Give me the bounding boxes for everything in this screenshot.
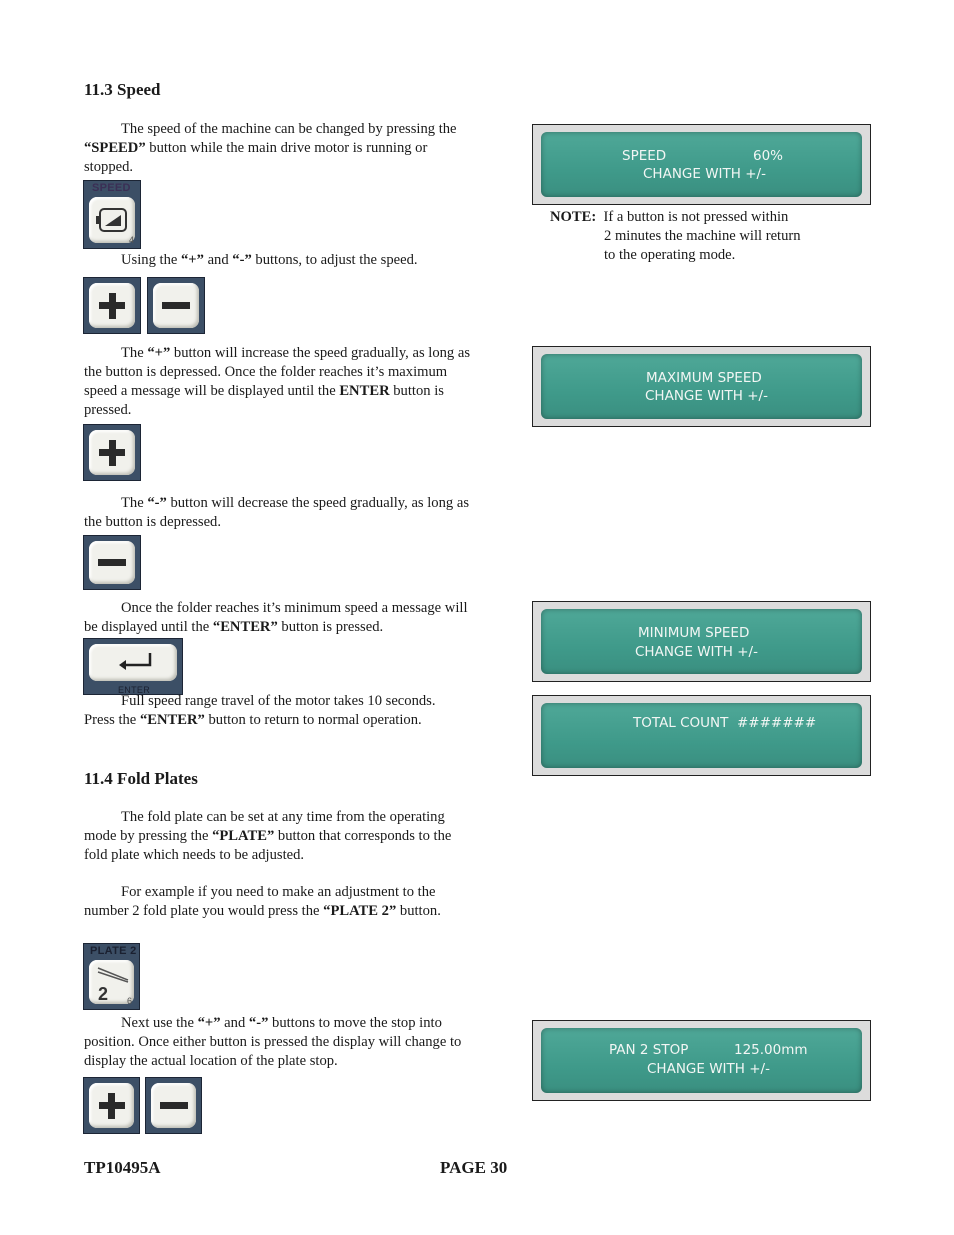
enter-key-image [83, 638, 183, 695]
text: The [121, 495, 148, 511]
enter-key-label: ENTER [118, 685, 151, 695]
text: button that corresponds to the fold plate which needs to be adjusted. [84, 828, 452, 863]
motor-speed-icon [94, 205, 132, 235]
minus-key-image [147, 277, 205, 334]
page-number: PAGE 30 [440, 1158, 508, 1177]
text: Next use the [121, 1015, 198, 1031]
minus-key-image [145, 1077, 202, 1134]
text: button is pressed. [84, 383, 444, 418]
text: Full speed range travel of the motor takes 10 seconds. Press the [84, 693, 436, 728]
bold-text: “+” [181, 252, 204, 268]
plus-minus-paragraph [84, 251, 474, 270]
minus-icon [160, 1102, 188, 1109]
minus-icon [162, 302, 190, 309]
lcd-pan-label: PAN 2 STOP [609, 1042, 689, 1058]
text: buttons, to adjust the speed. [251, 252, 418, 268]
bold-text: “-” [248, 1015, 269, 1031]
lcd-speed-display [532, 124, 871, 205]
section-heading-fold-plates: 11.4 Fold Plates [84, 769, 198, 788]
text: The speed of the machine can be changed by pressing the [121, 121, 457, 137]
lcd-total-count: TOTAL COUNT ####### [633, 715, 817, 731]
lcd-change-prompt: CHANGE WITH +/- [635, 644, 758, 660]
section-heading-speed: 11.3 Speed [84, 80, 161, 99]
text: and [203, 252, 233, 268]
speed-key-label: SPEED [92, 182, 131, 194]
text: Using the [121, 252, 181, 268]
plus-key-image [83, 424, 141, 481]
text: button. [396, 903, 441, 919]
lcd-maximum-message: MAXIMUM SPEED [646, 370, 762, 386]
lcd-speed-label: SPEED [622, 148, 667, 164]
bold-text: ENTER [339, 383, 390, 399]
enter-arrow-icon [116, 651, 156, 673]
bold-text: “PLATE” [212, 828, 275, 844]
minimum-speed-paragraph [84, 599, 474, 637]
lcd-change-prompt: CHANGE WITH +/- [643, 166, 766, 182]
bold-text: “ENTER” [139, 712, 205, 728]
bold-text: “ENTER” [212, 619, 278, 635]
lcd-maximum-speed-display [532, 346, 871, 427]
minus-key-image [83, 535, 141, 590]
text: button to return to normal operation. [204, 712, 422, 728]
note-line: 2 minutes the machine will return [604, 228, 801, 244]
plate-number: 2 [98, 984, 109, 1004]
bold-text: “+” [197, 1015, 221, 1031]
plus-key-image [83, 1077, 140, 1134]
text: The [121, 345, 148, 361]
fold-plate-icon [96, 966, 130, 984]
move-stop-paragraph [84, 1014, 469, 1071]
speed-intro-paragraph [84, 120, 474, 177]
lcd-total-count-display [532, 695, 871, 776]
text: The fold plate can be set at any time from the operating mode by pressing the [84, 809, 445, 844]
bold-text: “PLATE 2” [323, 903, 397, 919]
plate-key-number: 6 [126, 996, 132, 1006]
lcd-change-prompt: CHANGE WITH +/- [645, 388, 768, 404]
fold-plate-intro-paragraph [84, 808, 469, 865]
speed-key-image [83, 180, 141, 249]
minus-icon [98, 559, 126, 566]
full-speed-paragraph [84, 692, 469, 730]
text: button is pressed. [277, 619, 384, 635]
plus-description-paragraph [84, 344, 474, 420]
note-line: If a button is not pressed within [603, 209, 789, 225]
fold-plate-example-paragraph [84, 883, 454, 921]
text: and [220, 1015, 249, 1031]
lcd-minimum-speed-display [532, 601, 871, 682]
bold-text: “-” [232, 252, 252, 268]
note-line: to the operating mode. [604, 247, 736, 263]
note-block [550, 208, 801, 265]
note-label: NOTE: [550, 209, 597, 225]
lcd-change-prompt: CHANGE WITH +/- [647, 1061, 770, 1077]
lcd-minimum-message: MINIMUM SPEED [638, 625, 750, 641]
lcd-pan-value: 125.00mm [734, 1042, 808, 1058]
text: Once the folder reaches it’s minimum speed a message will be displayed until the [84, 600, 468, 635]
document-number: TP10495A [84, 1158, 161, 1177]
bold-text: “-” [147, 495, 167, 511]
text: button will decrease the speed gradually, as long as the button is depressed. [84, 495, 469, 530]
plate-key-label: PLATE 2 [90, 945, 137, 957]
text: For example if you need to make an adjustment to the number 2 fold plate you would press the [84, 884, 436, 919]
text: button while the main drive motor is running or stopped. [84, 140, 428, 175]
bold-text: “+” [147, 345, 171, 361]
lcd-speed-value: 60% [753, 148, 784, 164]
text: buttons to move the stop into position. Once either button is pressed the display will change to display the actual location of the plate stop. [84, 1015, 462, 1069]
lcd-pan-stop-display [532, 1020, 871, 1101]
bold-text: “SPEED” [84, 140, 146, 156]
plate-2-key-image [83, 943, 140, 1010]
minus-description-paragraph [84, 494, 474, 532]
speed-key-number: 4 [128, 235, 134, 245]
plus-key-image [83, 277, 141, 334]
text: button will increase the speed gradually, as long as the button is depressed. Once the folder reaches it’s maximum speed a message will be displayed until the [84, 345, 471, 399]
